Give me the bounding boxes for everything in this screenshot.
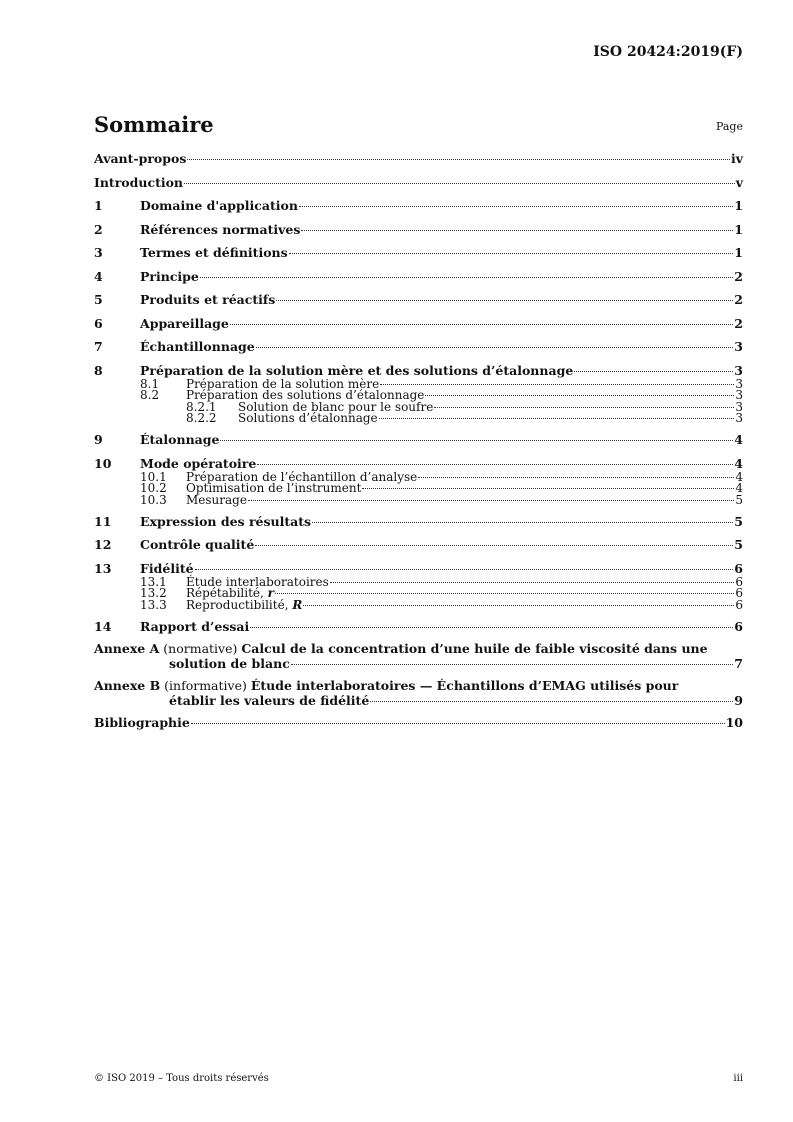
toc-entry-number: 13.3 (140, 597, 167, 612)
toc-entry-number: 8.2 (140, 388, 160, 402)
toc-entry-title-text: Domaine d'application (140, 198, 298, 213)
toc-entry-page: 6 (734, 618, 743, 634)
toc-entry-page: 4 (734, 432, 743, 447)
dot-leader (230, 324, 733, 325)
toc-entry-title-text: Reproductibilité, (186, 597, 293, 612)
annex-heading-line (94, 678, 743, 693)
dot-leader (187, 159, 730, 160)
annex-title-continuation (94, 693, 743, 708)
toc-entry-page: 4 (735, 481, 743, 495)
toc-entry-page: 3 (735, 411, 743, 425)
page-column-label: Page (715, 120, 743, 133)
toc-entry-page: 3 (734, 362, 743, 378)
toc-entry-number: 8.2.1 (186, 399, 217, 414)
toc-entry-number: 8.1 (140, 376, 160, 391)
toc-entry-title-text: Échantillonnage (140, 339, 255, 354)
toc-entry-title-text: Étude interlaboratoires (186, 574, 329, 589)
toc-entry-number: 3 (94, 245, 103, 260)
dot-leader (184, 183, 735, 184)
toc-entry-page: 1 (734, 221, 743, 237)
toc-entry-title (140, 338, 255, 355)
toc-entry-title (140, 431, 219, 448)
dot-leader (191, 723, 725, 724)
dot-leader (276, 300, 733, 301)
page-title: Sommaire (94, 112, 214, 137)
toc-entry-title (238, 413, 378, 425)
toc-entry-title-text: Avant-propos (94, 151, 187, 166)
dot-leader (418, 477, 734, 478)
toc-entry-title-text: Optimisation de l’instrument (186, 481, 362, 495)
toc-entry-number: 2 (94, 221, 103, 237)
copyright-notice: © ISO 2019 – Tous droits réservés (94, 1073, 269, 1084)
toc-entry-number: 5 (94, 292, 103, 307)
toc-entry-title-text: Étalonnage (140, 432, 220, 447)
toc-entry-number: 10.2 (140, 481, 167, 495)
dot-leader (289, 253, 734, 254)
dot-leader (312, 522, 733, 523)
annex-label: Annexe B (94, 677, 161, 693)
dot-leader (250, 627, 733, 628)
toc-entry-number: 9 (94, 432, 103, 447)
dot-leader (255, 545, 733, 546)
toc-entry-number: 8.2.2 (186, 411, 217, 425)
toc-entry-page: 4 (735, 469, 743, 484)
toc-entry-title-text: Mode opératoire (140, 455, 257, 471)
toc-entry[interactable] (94, 221, 743, 238)
toc-entry-title-text: Préparation de la solution mère (186, 376, 380, 391)
toc-entry-page: 1 (734, 245, 743, 260)
toc-entry-page: 3 (735, 399, 743, 414)
toc-entry-page: 5 (734, 513, 743, 529)
dot-leader (220, 440, 733, 441)
toc-entry-title (94, 174, 183, 191)
toc-entry[interactable] (94, 244, 743, 261)
dot-leader (370, 701, 733, 702)
document-id: ISO 20424:2019(F) (593, 44, 743, 60)
toc-entry-title-text: Rapport d’essai (140, 618, 250, 634)
annex-page: 9 (734, 692, 743, 708)
toc-entry-number: 8 (94, 362, 103, 378)
dot-leader (380, 384, 734, 385)
annex-title-line2: établir les valeurs de fidélité (169, 692, 370, 708)
toc-entry-page: 4 (734, 455, 743, 471)
toc-entry-number: 1 (94, 198, 103, 213)
toc-entry-number: 10 (94, 455, 112, 471)
dot-leader (303, 605, 734, 606)
toc-entry[interactable] (94, 513, 743, 530)
toc-entry-number: 13.2 (140, 586, 167, 600)
table-of-contents (94, 150, 743, 731)
dot-leader (195, 569, 734, 570)
toc-entry-symbol: r (267, 586, 274, 600)
annex-label: Annexe A (94, 641, 160, 656)
toc-bibliography[interactable] (94, 714, 743, 731)
dot-leader (291, 664, 733, 665)
toc-entry[interactable] (94, 197, 743, 214)
toc-entry-number: 12 (94, 537, 112, 552)
dot-leader (248, 500, 734, 501)
dot-leader (275, 593, 734, 594)
dot-leader (574, 371, 733, 372)
dot-leader (301, 230, 733, 231)
toc-entry[interactable] (94, 597, 743, 612)
toc-entry-title (140, 268, 199, 285)
dot-leader (425, 395, 734, 396)
toc-entry-title (140, 536, 254, 553)
toc-entry-number: 10.1 (140, 469, 167, 484)
toc-entry-title (140, 618, 249, 635)
toc-entry-page: 3 (734, 339, 743, 354)
toc-entry[interactable] (94, 174, 743, 191)
toc-entry-number: 11 (94, 513, 112, 529)
toc-entry-title-text: Appareillage (140, 315, 229, 331)
toc-entry[interactable] (94, 150, 743, 167)
toc-entry-title-text: Solution de blanc pour le soufre (238, 399, 434, 414)
bibliography-page: 10 (725, 715, 743, 730)
toc-entry[interactable] (94, 338, 743, 355)
toc-entry[interactable] (94, 268, 743, 285)
toc-entry-page: 5 (734, 537, 743, 552)
annex-heading-line (94, 641, 743, 656)
toc-entry-page: 2 (734, 268, 743, 284)
toc-entry-page: v (735, 174, 743, 190)
annex-title-line1: Étude interlaboratoires — Échantillons d’EMAG utilisés pour (250, 677, 679, 693)
toc-entry[interactable] (94, 315, 743, 332)
annex-kind: (normative) (163, 641, 238, 656)
toc-entry-page: 2 (734, 315, 743, 331)
toc-entry-title-text: Introduction (94, 174, 184, 190)
toc-entry-number: 6 (94, 315, 103, 331)
toc-entry-title (186, 597, 303, 612)
toc-entry-page: iv (730, 151, 743, 166)
toc-entry-page: 6 (734, 560, 743, 576)
toc-entry-page: 6 (735, 574, 743, 589)
toc-entry-title-text: Solutions d’étalonnage (238, 411, 378, 425)
toc-entry-page: 3 (735, 388, 743, 402)
toc-entry-page: 3 (735, 376, 743, 391)
toc-entry-title-text: Références normatives (140, 221, 301, 237)
toc-annex-entry[interactable] (94, 678, 743, 708)
toc-entry-number: 10.3 (140, 492, 167, 507)
annex-kind: (informative) (164, 677, 247, 693)
dot-leader (257, 464, 733, 465)
dot-leader (330, 582, 735, 583)
toc-entry-title (140, 291, 275, 308)
toc-entry-title (186, 492, 247, 507)
toc-entry-number: 4 (94, 268, 103, 284)
annex-title-line1: Calcul de la concentration d’une huile de faible viscosité dans une (241, 641, 708, 656)
toc-entry-title-text: Principe (140, 268, 199, 284)
toc-entry-number: 13.1 (140, 574, 167, 589)
toc-entry-page: 1 (734, 198, 743, 213)
annex-title-continuation (94, 656, 743, 671)
toc-entry-number: 13 (94, 560, 112, 576)
toc-entry-title (140, 315, 229, 332)
dot-leader (200, 277, 733, 278)
toc-entry-title-text: Préparation des solutions d’étalonnage (186, 388, 425, 402)
toc-entry-title-text: Mesurage (186, 492, 247, 507)
toc-entry[interactable] (94, 536, 743, 553)
toc-entry-page: 2 (734, 292, 743, 307)
dot-leader (379, 418, 735, 419)
toc-entry-symbol: R (292, 597, 303, 612)
toc-entry-page: 6 (735, 597, 743, 612)
toc-entry-title (140, 513, 311, 530)
toc-entry-title-text: Contrôle qualité (140, 537, 255, 552)
toc-entry-title-text: Produits et réactifs (140, 292, 276, 307)
toc-entry-page: 5 (735, 492, 743, 507)
toc-entry[interactable] (94, 431, 743, 448)
dot-leader (362, 488, 734, 489)
toc-entry[interactable] (94, 618, 743, 635)
toc-entry[interactable] (94, 492, 743, 507)
dot-leader (256, 347, 734, 348)
dot-leader (299, 206, 733, 207)
toc-entry-title (94, 150, 186, 167)
toc-entry-title-text: Préparation de la solution mère et des solutions d’étalonnage (140, 362, 574, 378)
toc-entry-title (140, 244, 288, 261)
toc-entry-page: 6 (735, 586, 743, 600)
toc-entry-number: 14 (94, 618, 112, 634)
toc-entry[interactable] (94, 413, 743, 425)
toc-entry-title-text: Préparation de l’échantillon d’analyse (186, 469, 418, 484)
toc-entry-title-text: Termes et définitions (140, 245, 288, 260)
toc-entry-number: 7 (94, 339, 103, 354)
toc-entry-title (140, 221, 300, 238)
toc-entry-title-text: Répétabilité, (186, 586, 268, 600)
toc-entry-title-text: Expression des résultats (140, 513, 312, 529)
annex-title-line2: solution de blanc (169, 656, 290, 671)
page-number: iii (733, 1073, 743, 1084)
toc-entry-title (140, 197, 298, 214)
toc-entry[interactable] (94, 291, 743, 308)
toc-entry-title-text: Fidélité (140, 560, 194, 576)
dot-leader (434, 407, 734, 408)
bibliography-title: Bibliographie (94, 715, 190, 730)
annex-page: 7 (734, 656, 743, 671)
toc-annex-entry[interactable] (94, 641, 743, 671)
